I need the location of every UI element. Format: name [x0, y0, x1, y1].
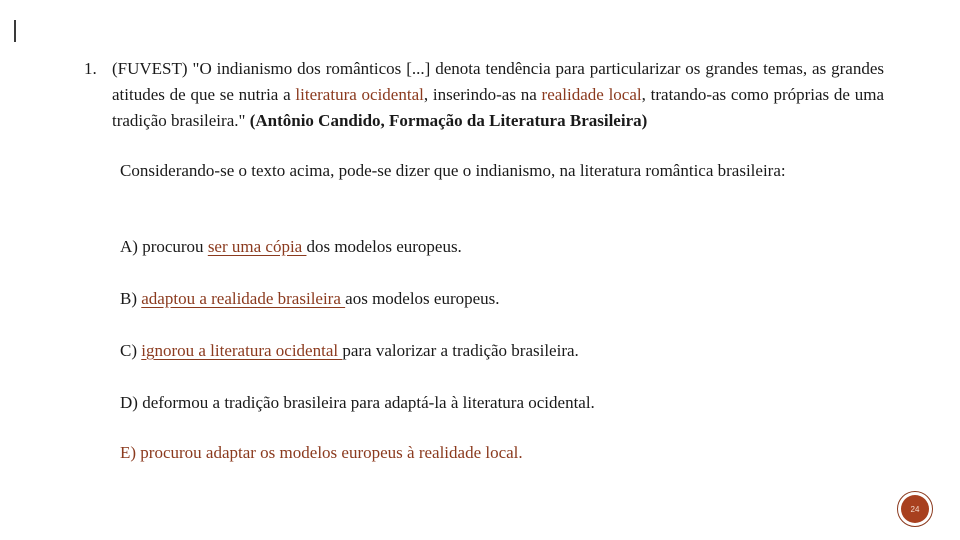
page-number-badge — [897, 491, 933, 527]
option-a-link[interactable]: ser uma cópia — [207, 237, 307, 256]
option-c-link[interactable]: ignorou a literatura ocidental — [141, 341, 343, 360]
option-d[interactable]: D) deformou a tradição brasileira para adaptá-la à literatura ocidental. — [120, 393, 595, 412]
page-number: 24 — [901, 495, 929, 523]
option-a-suffix: dos modelos europeus. — [306, 237, 462, 256]
question-prompt: Considerando-se o texto acima, pode-se dizer que o indianismo, na literatura romântica brasileira: — [120, 161, 786, 180]
option-c-prefix: C) — [120, 341, 142, 360]
highlight-realidade-local: realidade local — [541, 85, 642, 104]
option-e-correct[interactable]: E) procurou adaptar os modelos europeus à realidade local. — [120, 443, 523, 462]
question-text-part-2: , inserindo-as na — [423, 85, 542, 104]
option-c[interactable] — [120, 340, 579, 362]
question-block — [84, 56, 884, 134]
option-c-suffix: para valorizar a tradição brasileira. — [342, 341, 579, 360]
option-a[interactable] — [120, 236, 462, 258]
option-b-prefix: B) — [120, 289, 142, 308]
slide-accent-bar — [14, 20, 16, 42]
option-a-prefix: A) procurou — [120, 237, 208, 256]
option-b-suffix: aos modelos europeus. — [345, 289, 500, 308]
question-text-part-1: (FUVEST) "O indianismo dos românticos [...] denota tendência para particularizar os grandes temas, as grandes atitudes de que se nutria a — [112, 59, 884, 104]
question-citation: (Antônio Candido, Formação da Literatura Brasileira) — [249, 111, 648, 130]
question-number: 1. — [84, 59, 97, 78]
option-b-link[interactable]: adaptou a realidade brasileira — [141, 289, 346, 308]
option-b[interactable] — [120, 288, 500, 310]
question-text — [112, 56, 884, 134]
highlight-literatura-ocidental: literatura ocidental — [295, 85, 424, 104]
question-text-part-3: , tratando-as como próprias de uma tradição brasileira." — [112, 85, 885, 130]
